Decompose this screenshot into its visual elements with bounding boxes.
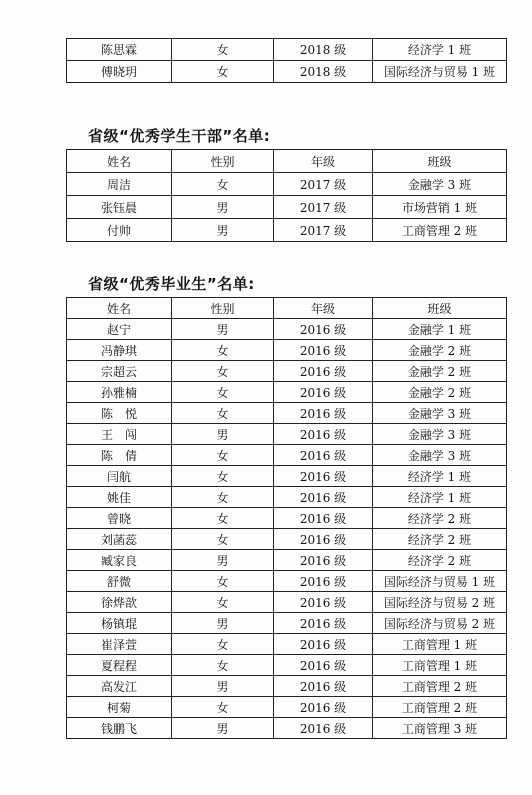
cell-class: 金融学 3 班 — [373, 403, 507, 424]
cell-gender: 女 — [172, 655, 274, 676]
cell-grade: 2017 级 — [274, 196, 373, 219]
table-row — [67, 219, 507, 242]
cell-class: 金融学 3 班 — [373, 424, 507, 445]
cell-name: 臧家良 — [67, 550, 172, 571]
cell-grade: 2017 级 — [274, 173, 373, 196]
table-row — [67, 718, 507, 739]
table-row — [67, 340, 507, 361]
cell-grade: 2016 级 — [274, 403, 373, 424]
cell-gender: 女 — [172, 634, 274, 655]
cell-class: 国际经济与贸易 2 班 — [373, 613, 507, 634]
table-row — [67, 424, 507, 445]
cell-grade: 2016 级 — [274, 676, 373, 697]
graduate-list-body — [67, 319, 507, 739]
cell-class: 经济学 2 班 — [373, 508, 507, 529]
cell-class: 工商管理 2 班 — [373, 219, 507, 242]
table-row — [67, 319, 507, 340]
cell-gender: 男 — [172, 676, 274, 697]
cell-name: 闫航 — [67, 466, 172, 487]
table-row — [67, 508, 507, 529]
cell-name: 崔泽萱 — [67, 634, 172, 655]
table-row — [67, 676, 507, 697]
table-row — [67, 403, 507, 424]
cell-grade: 2016 级 — [274, 697, 373, 718]
cell-gender: 女 — [172, 571, 274, 592]
cell-gender: 女 — [172, 403, 274, 424]
cell-grade: 2016 级 — [274, 361, 373, 382]
table-row — [67, 529, 507, 550]
cell-grade: 2016 级 — [274, 529, 373, 550]
cell-gender: 女 — [172, 508, 274, 529]
cell-gender: 女 — [172, 445, 274, 466]
cell-name: 周洁 — [67, 173, 172, 196]
column-header-class: 班级 — [373, 150, 507, 173]
cell-grade: 2016 级 — [274, 424, 373, 445]
cell-class: 工商管理 1 班 — [373, 655, 507, 676]
cell-grade: 2016 级 — [274, 340, 373, 361]
cell-gender: 男 — [172, 424, 274, 445]
cell-gender: 女 — [172, 592, 274, 613]
table-row — [67, 655, 507, 676]
cell-gender: 女 — [172, 697, 274, 718]
cell-name: 姚佳 — [67, 487, 172, 508]
table-row — [67, 382, 507, 403]
cell-name: 宗超云 — [67, 361, 172, 382]
cell-gender: 女 — [172, 487, 274, 508]
cell-class: 国际经济与贸易 1 班 — [373, 571, 507, 592]
cell-grade: 2016 级 — [274, 571, 373, 592]
cell-grade: 2016 级 — [274, 508, 373, 529]
column-header-name: 姓名 — [67, 150, 172, 173]
cell-class: 工商管理 2 班 — [373, 676, 507, 697]
cell-class: 金融学 1 班 — [373, 319, 507, 340]
cell-class: 金融学 2 班 — [373, 340, 507, 361]
cell-gender: 女 — [172, 529, 274, 550]
cell-class: 工商管理 3 班 — [373, 718, 507, 739]
cell-grade: 2016 级 — [274, 634, 373, 655]
table-row — [67, 697, 507, 718]
cell-class: 经济学 2 班 — [373, 550, 507, 571]
cell-gender: 女 — [172, 173, 274, 196]
cell-name: 钱鹏飞 — [67, 718, 172, 739]
column-header-grade: 年级 — [274, 298, 373, 319]
cell-name: 陈思霖 — [67, 39, 172, 61]
cell-name: 赵宁 — [67, 319, 172, 340]
table-row — [67, 550, 507, 571]
cell-class: 金融学 2 班 — [373, 361, 507, 382]
table-row — [67, 196, 507, 219]
cell-name: 傅晓玥 — [67, 61, 172, 83]
cadre-list-table — [66, 149, 507, 242]
cell-grade: 2016 级 — [274, 655, 373, 676]
cell-name: 杨镇琨 — [67, 613, 172, 634]
cell-grade: 2018 级 — [274, 61, 373, 83]
cell-class: 金融学 3 班 — [373, 173, 507, 196]
cell-name: 夏程程 — [67, 655, 172, 676]
graduate-list-table — [66, 297, 507, 739]
table-row — [67, 592, 507, 613]
column-header-class: 班级 — [373, 298, 507, 319]
table-header-row — [67, 298, 507, 319]
cell-gender: 男 — [172, 613, 274, 634]
cell-name: 王 闯 — [67, 424, 172, 445]
cadre-list-body — [67, 173, 507, 242]
table-row — [67, 613, 507, 634]
cell-name: 冯静琪 — [67, 340, 172, 361]
cell-gender: 女 — [172, 466, 274, 487]
table-row — [67, 361, 507, 382]
cell-grade: 2016 级 — [274, 592, 373, 613]
table-header-row — [67, 150, 507, 173]
continued-award-table-body — [67, 39, 507, 83]
cell-gender: 男 — [172, 550, 274, 571]
cell-class: 经济学 1 班 — [373, 466, 507, 487]
cell-name: 舒微 — [67, 571, 172, 592]
cell-gender: 女 — [172, 382, 274, 403]
cell-name: 高发江 — [67, 676, 172, 697]
cell-gender: 男 — [172, 219, 274, 242]
table-row — [67, 173, 507, 196]
cell-name: 付帅 — [67, 219, 172, 242]
cell-gender: 男 — [172, 319, 274, 340]
cell-grade: 2016 级 — [274, 718, 373, 739]
cell-class: 市场营销 1 班 — [373, 196, 507, 219]
cell-name: 曾晓 — [67, 508, 172, 529]
cell-name: 孙雅楠 — [67, 382, 172, 403]
cell-grade: 2017 级 — [274, 219, 373, 242]
table-row — [67, 39, 507, 61]
cell-gender: 男 — [172, 718, 274, 739]
cell-gender: 女 — [172, 340, 274, 361]
column-header-gender: 性别 — [172, 150, 274, 173]
table-row — [67, 445, 507, 466]
cell-class: 工商管理 1 班 — [373, 634, 507, 655]
cell-name: 徐烨歆 — [67, 592, 172, 613]
cell-grade: 2016 级 — [274, 319, 373, 340]
cell-name: 陈 倩 — [67, 445, 172, 466]
cell-class: 工商管理 2 班 — [373, 697, 507, 718]
table-row — [67, 61, 507, 83]
cell-name: 张钰晨 — [67, 196, 172, 219]
table-row — [67, 571, 507, 592]
cell-class: 金融学 3 班 — [373, 445, 507, 466]
table-row — [67, 466, 507, 487]
cell-class: 国际经济与贸易 2 班 — [373, 592, 507, 613]
table-row — [67, 634, 507, 655]
cell-class: 金融学 2 班 — [373, 382, 507, 403]
cell-gender: 女 — [172, 39, 274, 61]
continued-award-table — [66, 38, 507, 83]
cell-class: 经济学 1 班 — [373, 39, 507, 61]
cell-gender: 男 — [172, 196, 274, 219]
cell-gender: 女 — [172, 361, 274, 382]
column-header-gender: 性别 — [172, 298, 274, 319]
cell-gender: 女 — [172, 61, 274, 83]
table-row — [67, 487, 507, 508]
cell-name: 柯菊 — [67, 697, 172, 718]
cell-grade: 2016 级 — [274, 550, 373, 571]
cell-grade: 2016 级 — [274, 613, 373, 634]
cell-class: 国际经济与贸易 1 班 — [373, 61, 507, 83]
cell-class: 经济学 1 班 — [373, 487, 507, 508]
cell-name: 刘菡蕊 — [67, 529, 172, 550]
cell-grade: 2016 级 — [274, 445, 373, 466]
cell-name: 陈 悦 — [67, 403, 172, 424]
cadre-list-title: 省级“优秀学生干部”名单: — [88, 127, 271, 145]
cell-grade: 2016 级 — [274, 466, 373, 487]
cell-class: 经济学 2 班 — [373, 529, 507, 550]
cell-grade: 2016 级 — [274, 487, 373, 508]
column-header-grade: 年级 — [274, 150, 373, 173]
cell-grade: 2018 级 — [274, 39, 373, 61]
cell-grade: 2016 级 — [274, 382, 373, 403]
column-header-name: 姓名 — [67, 298, 172, 319]
graduate-list-title: 省级“优秀毕业生”名单: — [88, 275, 255, 293]
